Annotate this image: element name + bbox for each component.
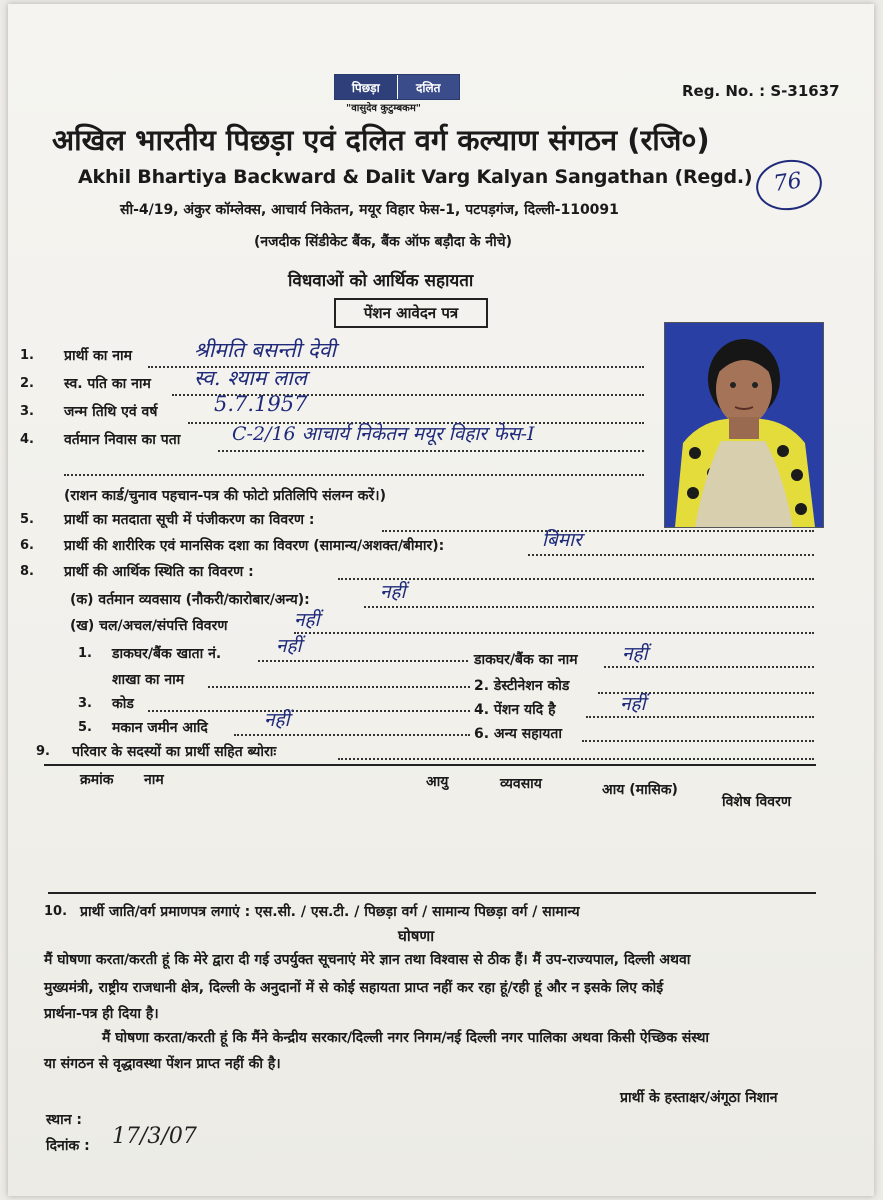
- field-4-line-2: [64, 474, 644, 476]
- other-aid-line: [582, 740, 814, 742]
- birth-date-value: 5.7.1957: [214, 392, 308, 416]
- title-english: Akhil Bhartiya Backward & Dalit Varg Kalyan Sangathan (Regd.): [78, 166, 753, 188]
- subject: विधवाओं को आर्थिक सहायता: [288, 271, 474, 291]
- sub-3-number: 3.: [78, 696, 92, 711]
- table-header-age: आयु: [426, 774, 449, 790]
- declaration-line-2: मुख्यमंत्री, राष्ट्रीय राजधानी क्षेत्र, दिल्ली के अनुदानों में से कोई सहायता प्राप्त नहीं कर रहा हूं/रही हूं और न इसके लिए कोई: [44, 980, 664, 996]
- property-label: (ख) चल/अचल/संपत्ति विवरण: [70, 618, 228, 634]
- bank-name-label: डाकघर/बैंक का नाम: [474, 652, 578, 668]
- form-sheet: [8, 4, 874, 1196]
- address-value: C-2/16 आचार्य निकेतन मयूर विहार फेस-I: [232, 423, 535, 445]
- field-7-line: [338, 578, 814, 580]
- field-4-line: [218, 450, 644, 452]
- field-9-label: परिवार के सदस्यों का प्रार्थी सहित ब्योराः: [72, 744, 277, 760]
- family-table-top-rule: [44, 764, 816, 766]
- motto: "वासुदेव कुटुम्बकम": [346, 103, 422, 114]
- field-8-number: 8.: [20, 564, 34, 579]
- field-6-label: प्रार्थी की शारीरिक एवं मानसिक दशा का विवरण (सामान्य/अशक्त/बीमार):: [64, 538, 445, 554]
- date-label: दिनांक :: [46, 1138, 90, 1154]
- occupation-value: नहीं: [380, 581, 406, 603]
- field-2-label: स्व. पति का नाम: [64, 376, 151, 392]
- bank-name-value: नहीं: [622, 643, 648, 665]
- signature-label: प्रार्थी के हस्ताक्षर/अंगूठा निशान: [620, 1090, 778, 1106]
- field-1-label: प्रार्थी का नाम: [64, 348, 133, 364]
- field-9-number: 9.: [36, 744, 50, 759]
- code-label: कोड: [112, 696, 134, 712]
- field-5-number: 5.: [20, 512, 34, 527]
- field-4-label: वर्तमान निवास का पता: [64, 432, 181, 448]
- ration-card-note: (राशन कार्ड/चुनाव पहचान-पत्र की फोटो प्रतिलिपि संलग्न करें।): [64, 488, 386, 504]
- table-header-name: नाम: [144, 772, 164, 788]
- sub-1-number: 1.: [78, 646, 92, 661]
- field-7-label: प्रार्थी की आर्थिक स्थिति का विवरण :: [64, 564, 254, 580]
- field-1-number: 1.: [20, 348, 34, 363]
- pension-line: [586, 716, 814, 718]
- field-10-number: 10.: [44, 904, 68, 919]
- destination-code-label: 2. डेस्टीनेशन कोड: [474, 678, 570, 694]
- pension-label: 4. पेंशन यदि है: [474, 702, 556, 718]
- pension-value: नहीं: [620, 693, 646, 715]
- health-condition-value: बिमार: [542, 529, 582, 551]
- account-number-label: डाकघर/बैंक खाता नं.: [112, 646, 222, 662]
- declaration-heading: घोषणा: [398, 927, 435, 945]
- logo-right-text: दलित: [397, 75, 460, 99]
- code-line: [148, 710, 470, 712]
- account-number-value: नहीं: [276, 635, 302, 657]
- declaration-line-5: या संगठन से वृद्धावस्था पेंशन प्राप्त नहीं की है।: [44, 1056, 281, 1072]
- declaration-line-3: प्रार्थना-पत्र ही दिया है।: [44, 1006, 159, 1022]
- other-aid-label: 6. अन्य सहायता: [474, 726, 563, 742]
- husband-name-value: स्व. श्याम लाल: [194, 366, 307, 390]
- applicant-photo: [664, 322, 824, 528]
- table-header-occupation: व्यवसाय: [500, 776, 542, 792]
- field-6-line: [528, 554, 814, 556]
- table-header-income: आय (मासिक): [602, 782, 678, 798]
- occupation-line: [364, 606, 814, 608]
- property-value: नहीं: [294, 609, 320, 631]
- branch-label: शाखा का नाम: [112, 672, 185, 688]
- family-table-bottom-rule: [48, 892, 816, 894]
- place-label: स्थान :: [46, 1112, 82, 1128]
- property-line: [294, 632, 814, 634]
- bank-name-line: [604, 666, 814, 668]
- landmark: (नजदीक सिंडीकेट बैंक, बैंक ऑफ बड़ौदा के नीचे): [254, 234, 513, 250]
- table-header-serial: क्रमांक: [80, 772, 114, 788]
- circled-number-annotation: [753, 156, 825, 215]
- date-value: 17/3/07: [112, 1124, 197, 1149]
- field-3-number: 3.: [20, 404, 34, 419]
- field-6-number: 6.: [20, 538, 34, 553]
- land-line: [234, 734, 470, 736]
- occupation-label: (क) वर्तमान व्यवसाय (नौकरी/कारोबार/अन्य):: [70, 592, 310, 608]
- branch-line: [208, 686, 470, 688]
- field-9-line: [338, 758, 814, 760]
- title-hindi: अखिल भारतीय पिछड़ा एवं दलित वर्ग कल्याण संगठन (रजि०): [52, 123, 710, 157]
- field-3-label: जन्म तिथि एवं वर्ष: [64, 404, 158, 420]
- field-4-number: 4.: [20, 432, 34, 447]
- sub-5-number: 5.: [78, 720, 92, 735]
- land-value: नहीं: [264, 709, 290, 731]
- field-2-number: 2.: [20, 376, 34, 391]
- form-title: पेंशन आवेदन पत्र: [334, 298, 488, 328]
- field-5-label: प्रार्थी का मतदाता सूची में पंजीकरण का विवरण :: [64, 512, 315, 528]
- circled-number: 76: [772, 168, 804, 197]
- organisation-logo: [334, 74, 460, 100]
- account-number-line: [258, 660, 468, 662]
- applicant-name-value: श्रीमति बसन्ती देवी: [194, 338, 336, 362]
- logo-left-text: पिछड़ा: [335, 75, 397, 99]
- caste-certificate-text: प्रार्थी जाति/वर्ग प्रमाणपत्र लगाएं : एस.सी. / एस.टी. / पिछड़ा वर्ग / सामान्य पिछड़ा वर्ग / सामान्य: [80, 904, 580, 920]
- registration-number: Reg. No. : S-31637: [682, 82, 840, 100]
- declaration-line-1: मैं घोषणा करता/करती हूं कि मेरे द्वारा दी गई उपर्युक्त सूचनाएं मेरे ज्ञान तथा विश्वास से ठीक हैं। मैं उप-राज्यपाल, दिल्ली अथवा: [44, 952, 691, 968]
- declaration-line-4: मैं घोषणा करता/करती हूं कि मैंने केन्द्रीय सरकार/दिल्ली नगर निगम/नई दिल्ली नगर पालिका अथवा किसी ऐच्छिक संस्था: [102, 1030, 710, 1046]
- address: सी-4/19, अंकुर कॉम्लेक्स, आचार्य निकेतन, मयूर विहार फेस-1, पटपड़गंज, दिल्ली-110091: [120, 202, 619, 218]
- field-5-line: [382, 530, 814, 532]
- land-label: मकान जमीन आदि: [112, 720, 208, 736]
- table-header-remarks: विशेष विवरण: [722, 794, 791, 810]
- portrait-image: [665, 323, 823, 527]
